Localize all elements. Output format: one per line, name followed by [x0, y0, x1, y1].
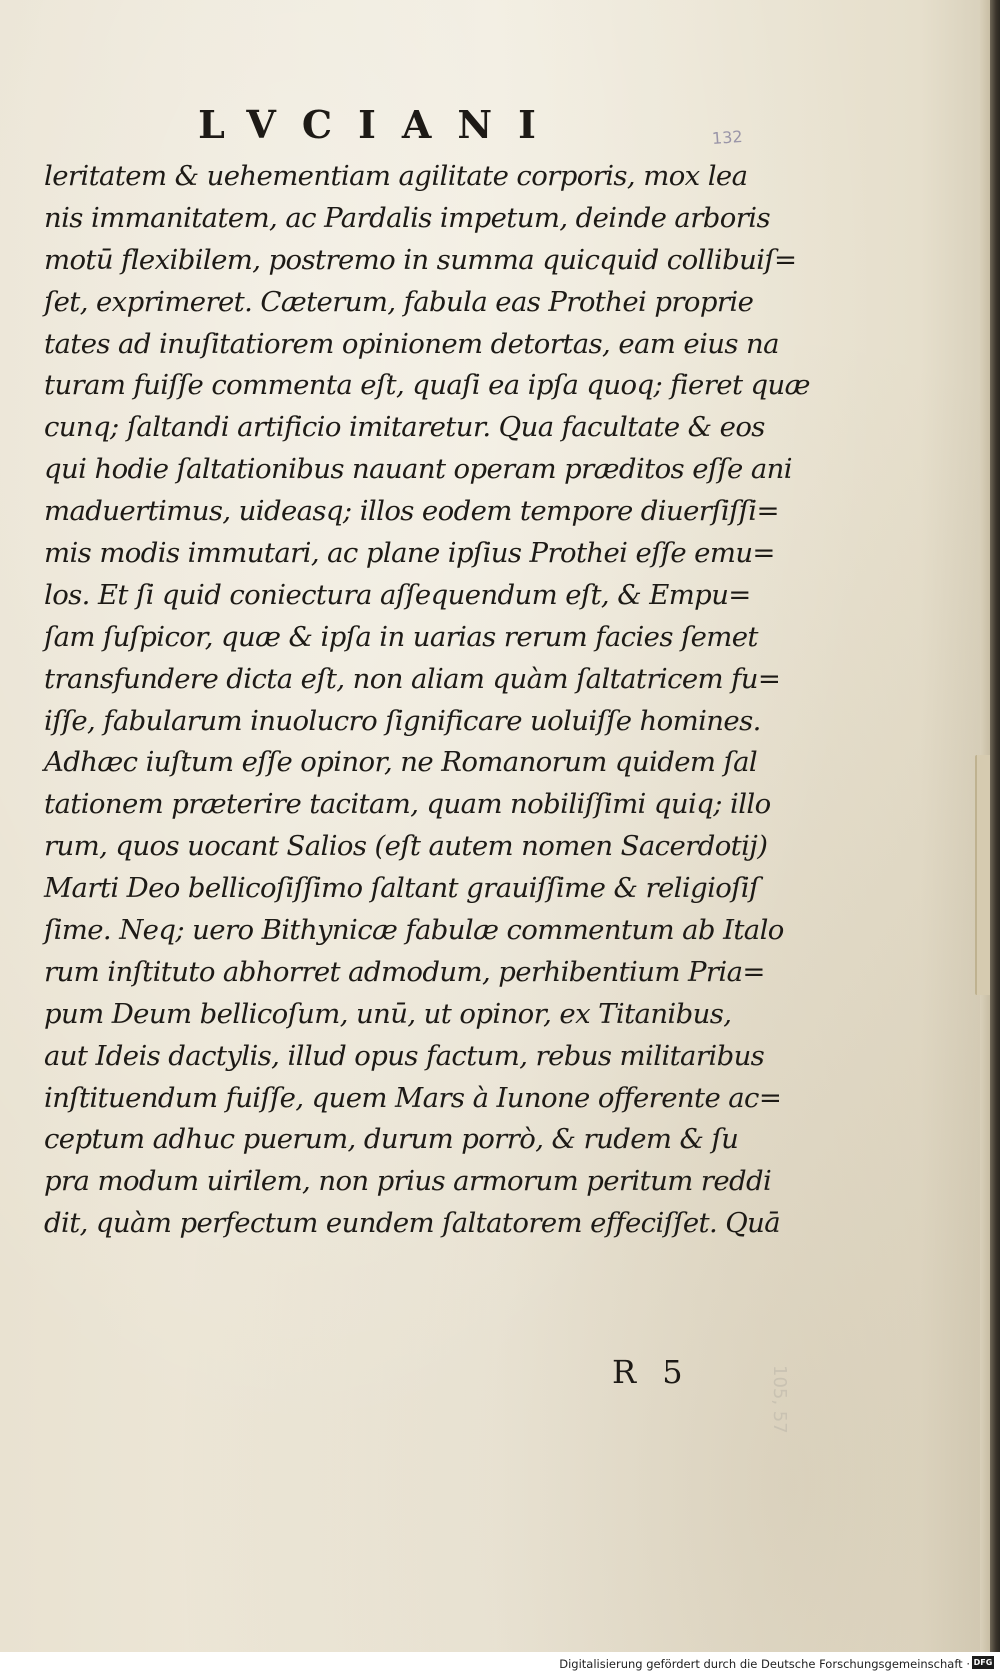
text-line: turam fuiſſe commenta eſt, quaſi ea ipſa quoq; fieret quæ [44, 369, 810, 402]
text-line: transfundere dicta eſt, non aliam quàm ſaltatricem fu= [44, 662, 781, 695]
text-line: dit, quàm perfectum eundem ſaltatorem effeciſſet. Quā [44, 1207, 781, 1240]
text-line: los. Et ſi quid coniectura aſſequendum eſt, & Empu= [44, 578, 751, 611]
text-line: pum Deum bellicoſum, unū, ut opinor, ex Titanibus, [44, 997, 732, 1030]
text-line: qui hodie ſaltationibus nauant operam præditos eſſe ani [44, 453, 792, 486]
text-line: maduertimus, uideasq; illos eodem tempore diuerſiſſi= [44, 495, 779, 528]
text-line: ſam ſuſpicor, quæ & ipſa in uarias rerum facies ſemet [44, 620, 758, 653]
text-line: Marti Deo bellicoſiſſimo ſaltant grauiſſime & religioſiſ [44, 872, 759, 905]
faint-annotation: 105, 57 [769, 1365, 790, 1434]
text-line: ſime. Neq; uero Bithynicæ fabulæ commentum ab Italo [44, 914, 784, 947]
text-line: leritatem & uehementiam agilitate corporis, mox lea [44, 160, 748, 192]
text-line: tates ad inuſitatiorem opinionem detortas, eam eius na [44, 327, 779, 360]
text-line: Adhæc iuſtum eſſe opinor, ne Romanorum quidem ſal [44, 746, 758, 779]
text-line: ſet, exprimeret. Cæterum, fabula eas Prothei proprie [44, 285, 754, 318]
text-line: rum, quos uocant Salios (eſt autem nomen Sacerdotij) [44, 830, 768, 863]
text-line: rum inſtituto abhorret admodum, perhibentium Pria= [44, 955, 765, 988]
text-line: tationem præterire tacitam, quam nobiliſſimi quiq; illo [44, 788, 771, 821]
text-line: aut Ideis dactylis, illud opus factum, rebus militaribus [44, 1039, 765, 1072]
signature-mark: R 5 [612, 1353, 691, 1391]
text-line: motū flexibilem, postremo in summa quicquid collibuiſ= [44, 243, 797, 276]
book-spine [990, 0, 1000, 1652]
running-head: LVCIANI [198, 102, 562, 147]
text-line: iſſe, fabularum inuolucro ſignificare uoluiſſe homines. [44, 704, 761, 737]
pencil-folio-number: 132 [711, 126, 744, 149]
dfg-logo: DFG [973, 1658, 993, 1667]
funding-credit: Digitalisierung gefördert durch die Deutsche Forschungsgemeinschaft · [559, 1657, 970, 1671]
text-line: inſtituendum fuiſſe, quem Mars à Iunone offerente ac= [44, 1081, 782, 1114]
text-line: pra modum uirilem, non prius armorum peritum reddi [44, 1165, 772, 1198]
text-line: cunq; ſaltandi artificio imitaretur. Qua facultate & eos [44, 411, 765, 444]
body-text [44, 156, 810, 1245]
text-line: mis modis immutari, ac plane ipſius Prothei eſſe emu= [44, 537, 775, 570]
text-line: nis immanitatem, ac Pardalis impetum, deinde arboris [44, 201, 770, 234]
text-line: ceptum adhuc puerum, durum porrò, & rudem & ſu [44, 1123, 739, 1156]
